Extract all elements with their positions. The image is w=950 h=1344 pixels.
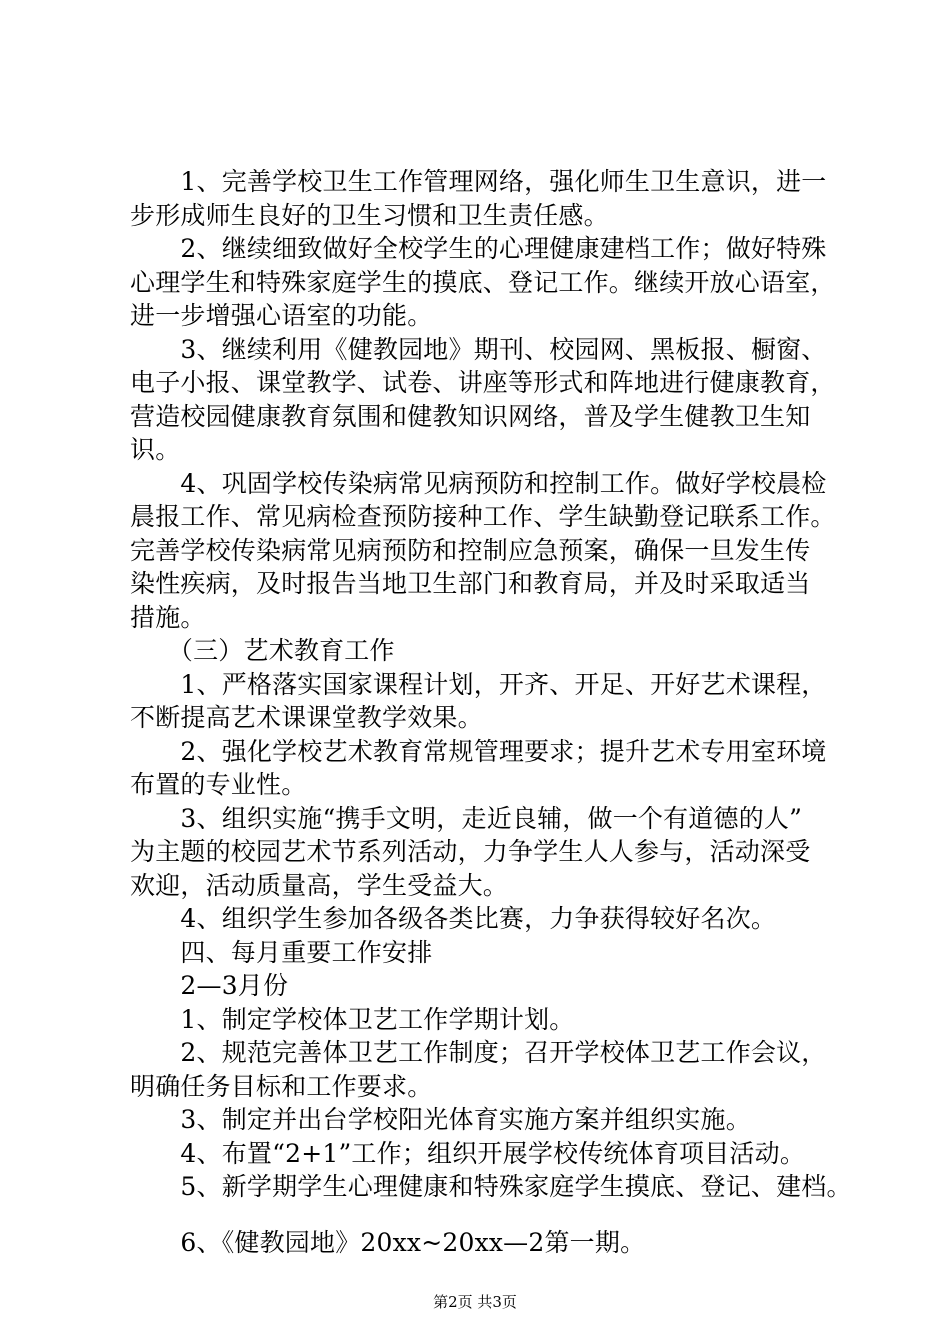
paragraph-line: 6、《健教园地》20xx~20xx—2第一期。 bbox=[130, 1227, 646, 1257]
paragraph-line: 3、继续利用《健教园地》期刊、校园网、黑板报、橱窗、 bbox=[130, 334, 827, 364]
paragraph-line: 4、巩固学校传染病常见病预防和控制工作。做好学校晨检 bbox=[130, 468, 827, 498]
section-heading: 四、每月重要工作安排 bbox=[130, 937, 433, 967]
paragraph-line: 4、组织学生参加各级各类比赛，力争获得较好名次。 bbox=[130, 904, 777, 933]
section-heading: （三）艺术教育工作 bbox=[130, 636, 395, 665]
paragraph-line: 3、制定并出台学校阳光体育实施方案并组织实施。 bbox=[130, 1105, 751, 1134]
paragraph-line: 染性疾病，及时报告当地卫生部门和教育局，并及时采取适当 bbox=[130, 569, 811, 598]
paragraph-line: 2、规范完善体卫艺工作制度；召开学校体卫艺工作会议， bbox=[130, 1038, 827, 1067]
paragraph-line: 识。 bbox=[130, 435, 181, 464]
paragraph-line: 欢迎，活动质量高，学生受益大。 bbox=[130, 870, 509, 900]
paragraph-line: 4、布置“2+1”工作；组织开展学校传统体育项目活动。 bbox=[130, 1138, 806, 1168]
paragraph-line: 1、制定学校体卫艺工作学期计划。 bbox=[130, 1004, 575, 1034]
paragraph-line: 晨报工作、常见病检查预防接种工作、学生缺勤登记联系工作。 bbox=[130, 502, 836, 531]
paragraph-gap bbox=[130, 1204, 850, 1226]
subsection-heading: 2—3月份 bbox=[130, 971, 289, 1000]
paragraph-line: 布置的专业性。 bbox=[130, 770, 307, 799]
paragraph-line: 明确任务目标和工作要求。 bbox=[130, 1071, 433, 1101]
paragraph-line: 2、强化学校艺术教育常规管理要求；提升艺术专用室环境 bbox=[130, 736, 827, 766]
paragraph-line: 营造校园健康教育氛围和健教知识网络，普及学生健教卫生知 bbox=[130, 401, 811, 431]
paragraph-line: 措施。 bbox=[130, 602, 206, 632]
paragraph-line: 心理学生和特殊家庭学生的摸底、登记工作。继续开放心语室， bbox=[130, 267, 836, 297]
paragraph-line: 1、严格落实国家课程计划，开齐、开足、开好艺术课程， bbox=[130, 669, 827, 699]
paragraph-line: 3、组织实施“携手文明，走近良辅，做一个有道德的人” bbox=[130, 803, 803, 833]
page-footer: 第2页 共3页 bbox=[433, 1293, 517, 1311]
paragraph-line: 进一步增强心语室的功能。 bbox=[130, 301, 433, 330]
paragraph-line: 不断提高艺术课课堂教学效果。 bbox=[130, 703, 483, 732]
paragraph-line: 5、新学期学生心理健康和特殊家庭学生摸底、登记、建档。 bbox=[130, 1172, 852, 1201]
paragraph-line: 为主题的校园艺术节系列活动，力争学生人人参与，活动深受 bbox=[130, 837, 811, 866]
paragraph-line: 完善学校传染病常见病预防和控制应急预案，确保一旦发生传 bbox=[130, 535, 811, 565]
paragraph-line: 步形成师生良好的卫生习惯和卫生责任感。 bbox=[130, 200, 609, 230]
paragraph-line: 2、继续细致做好全校学生的心理健康建档工作；做好特殊 bbox=[130, 234, 827, 263]
paragraph-line: 1、完善学校卫生工作管理网络，强化师生卫生意识，进一 bbox=[130, 167, 827, 196]
document-body bbox=[130, 165, 850, 1259]
paragraph-line: 电子小报、课堂教学、试卷、讲座等形式和阵地进行健康教育， bbox=[130, 368, 836, 397]
